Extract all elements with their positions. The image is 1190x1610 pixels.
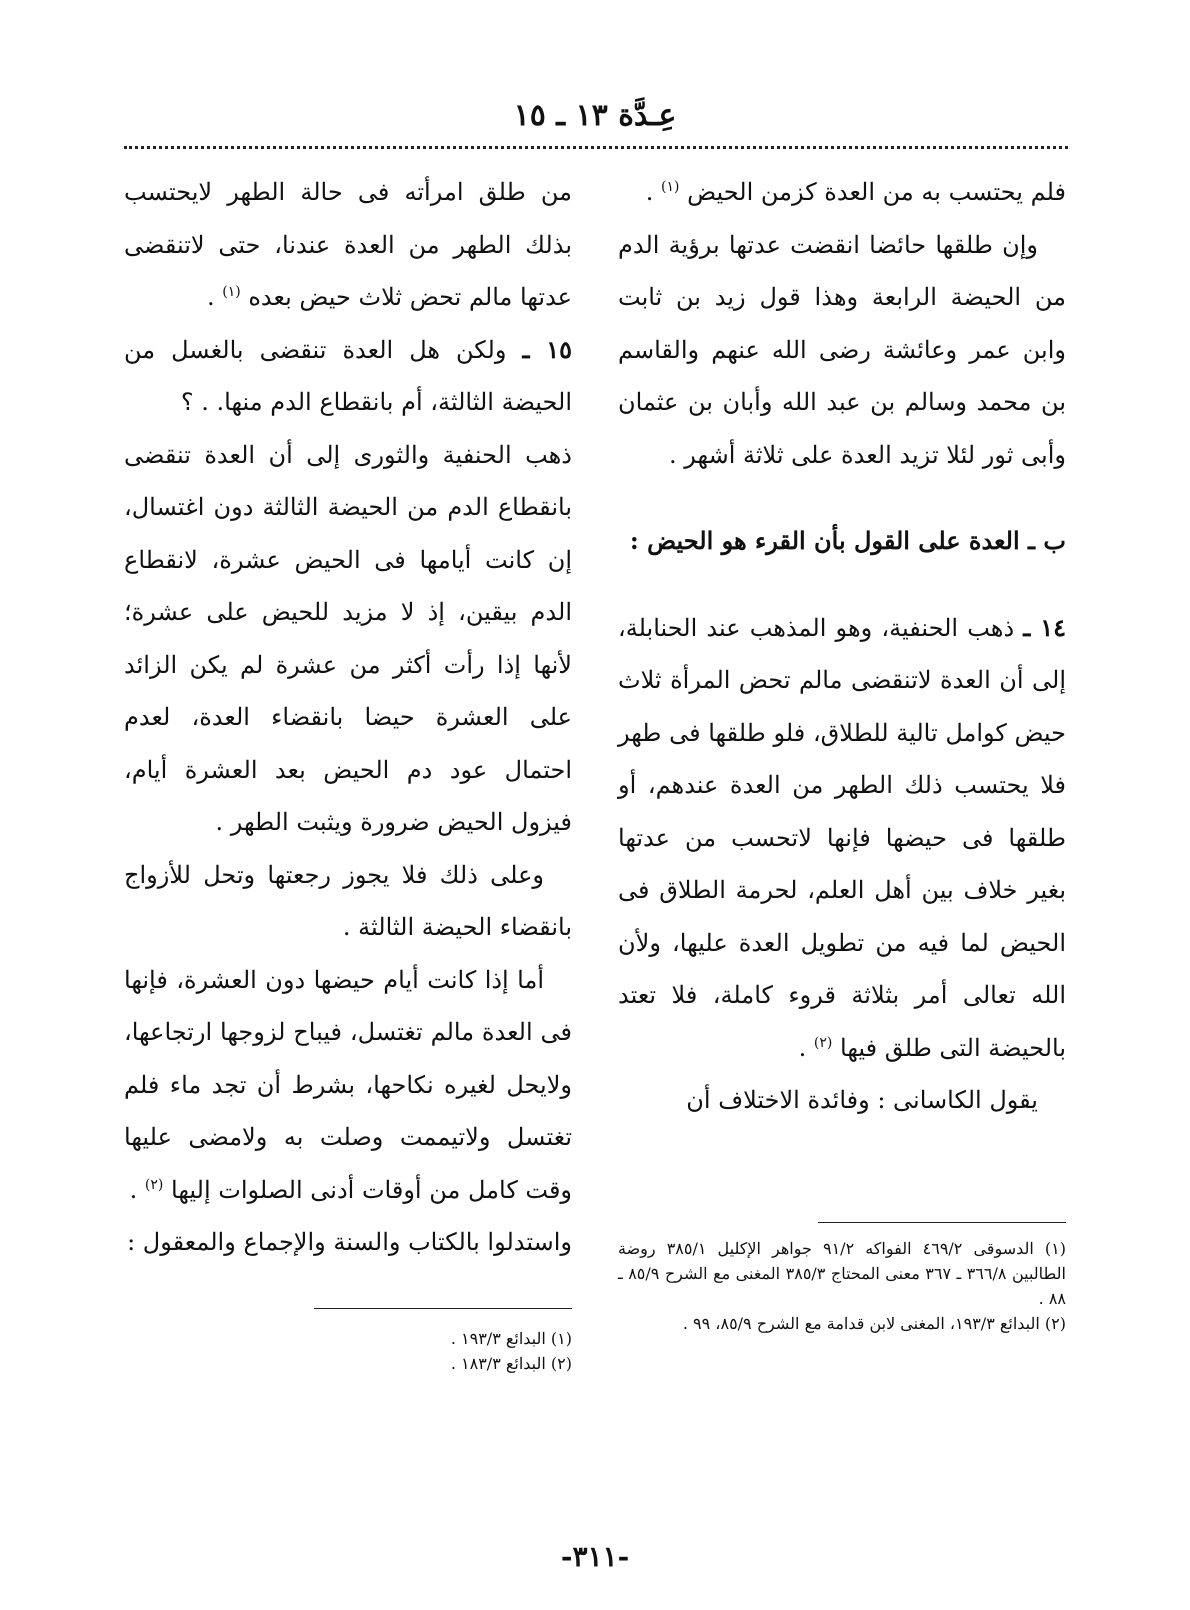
footnote-ref-2: (٢)	[813, 1034, 833, 1051]
right-p3-end: .	[798, 1033, 807, 1062]
page-header-title: عِـدَّة ١٣ ـ ١٥	[513, 98, 677, 133]
left-paragraph-6: واستدلوا بالكتاب والسنة والإجماع والمعقول :	[127, 1228, 572, 1256]
left-p5-text: أما إذا كانت أيام حيضها دون العشرة، فإنها فى العدة مالم تغتسل، فيباح لزوجها ارتجاعها، ولايحل لغيره نكاحها، بشرط أن تجد ماء فلم تغتسل ولاتيممت وصلت به ولامضى عليها وقت كامل من أوقات أدنى الصلوات إليها	[124, 965, 572, 1204]
left-p1-end: .	[206, 283, 215, 311]
right-paragraph-1	[618, 166, 1066, 219]
section-heading: ب ـ العدة على القول بأن القرء هو الحيض :	[629, 526, 1066, 555]
left-paragraph-3: ذهب الحنفية والثورى إلى أن العدة تنقضى بانقطاع الدم من الحيضة الثالثة دون اغتسال، إن كانت أيامها فى الحيض عشرة، لانقطاع الدم بيقين، إذ لا مزيد للحيض على عشرة؛ لأنها إذا رأت أكثر من عشرة لم يكن الزائد على العشرة حيضا بانقضاء العدة، لعدم احتمال عود دم الحيض بعد العشرة أيام، فيزول الحيض ضرورة ويثبت الطهر .	[124, 440, 572, 836]
footnotes-right	[618, 1236, 1066, 1336]
right-paragraph-2: وإن طلقها حائضا انقضت عدتها برؤية الدم من الحيضة الرابعة وهذا قول زيد بن ثابت وابن عمر وعائشة رضى الله عنهم والقاسم بن محمد وسالم بن عبد الله وأبان بن عثمان وأبى ثور لئلا تزيد العدة على ثلاثة أشهر .	[618, 230, 1066, 469]
footnote-ref-1: (١)	[661, 179, 680, 195]
left-paragraph-2	[124, 324, 572, 429]
page-number: -٣١١-	[560, 1540, 630, 1573]
left-p1-text: من طلق امرأته فى حالة الطهر لايحتسب بذلك الطهر من العدة عندنا، حتى لاتنقضى عدتها مالم تحض ثلاث حيض بعده	[124, 178, 572, 311]
right-p3-text: ذهب الحنفية، وهو المذهب عند الحنابلة، إلى أن العدة لاتنقضى مالم تحض المرأة ثلاث حيض كوامل تالية للطلاق، فلو طلقها فى طهر فلا يحتسب ذلك الطهر من العدة عندهم، أو طلقها فى حيضها فإنها لاتحسب من عدتها بغير خلاف بين أهل العلم، لحرمة الطلاق فى الحيض لما فيه من تطويل العدة عليها، ولأن الله تعالى أمر بثلاثة قروء كاملة، فلا تعتد بالحيضة التى طلق فيها	[618, 613, 1066, 1062]
left-paragraph-1	[124, 166, 572, 324]
footnote-left-2: (٢) البدائع ١٨٣/٣ .	[450, 1354, 572, 1373]
right-column	[618, 166, 1066, 1127]
footnote-ref-2: (٢)	[144, 1176, 164, 1193]
left-p5-end: .	[129, 1175, 138, 1204]
left-paragraph-5	[124, 954, 572, 1217]
footnotes-left	[124, 1326, 572, 1376]
right-paragraph-3	[618, 602, 1066, 1075]
footnote-right-1: (١) الدسوقى ٤٦٩/٢ الفواكه ٩١/٢ جواهر الإكليل ٣٨٥/١ روضة الطالبين ٣٦٦/٨ ـ ٣٦٧ معنى المحتاج ٣٨٥/٣ المغنى مع الشرح ٨٥/٩ ـ ٨٨ .	[618, 1239, 1066, 1308]
paragraph-number-15: ١٥ ـ	[522, 334, 572, 364]
left-p2-text: ولكن هل العدة تنقضى بالغسل من الحيضة الثالثة، أم بانقطاع الدم منها. . ؟	[124, 335, 572, 416]
header-dotted-divider	[124, 146, 1068, 149]
footnote-left-1: (١) البدائع ١٩٣/٣ .	[450, 1329, 572, 1348]
paragraph-number-14: ١٤ ـ	[1023, 612, 1066, 642]
right-paragraph-4: يقول الكاسانى : وفائدة الاختلاف أن	[686, 1086, 1038, 1114]
left-column	[124, 166, 572, 1269]
right-p1-end: .	[645, 178, 654, 206]
right-p1-text: فلم يحتسب به من العدة كزمن الحيض	[687, 178, 1066, 206]
left-paragraph-4: وعلى ذلك فلا يجوز رجعتها وتحل للأزواج بانقضاء الحيضة الثالثة .	[124, 860, 572, 941]
footnote-rule-right	[818, 1222, 1066, 1223]
footnote-right-2: (٢) البدائع ١٩٣/٣، المغنى لابن قدامة مع الشرح ٨٥/٩، ٩٩ .	[682, 1314, 1066, 1333]
footnote-rule-left	[314, 1308, 572, 1309]
footnote-ref-1: (١)	[222, 284, 241, 300]
